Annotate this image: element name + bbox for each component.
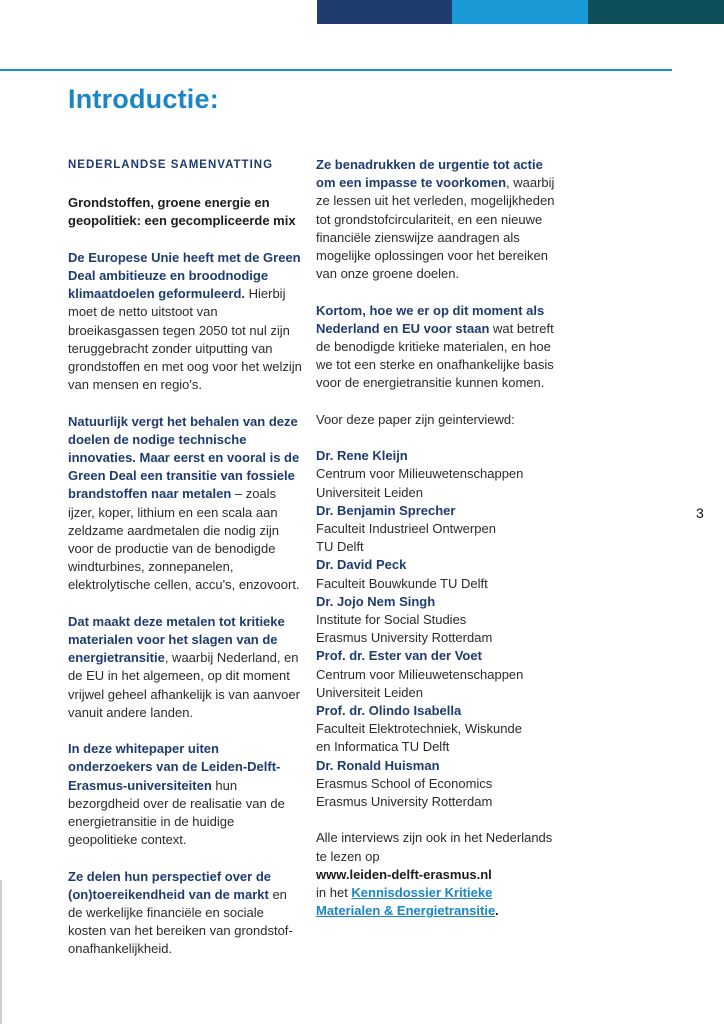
interviewee-affiliation: Institute for Social Studies [316,612,467,628]
interviewee-name: Dr. Rene Kleijn [316,448,408,464]
interviewee-affiliation: Faculteit Bouwkunde TU Delft [316,575,488,591]
interviewee-affiliation: Centrum voor Milieuwetenschappen [316,466,524,482]
kennisdossier-link[interactable]: Kennisdossier Kritieke Materialen & Energietransitie [316,885,496,919]
right-column [316,156,556,920]
paragraph-1-bold: De Europese Unie heeft met de Green Deal ambitieuze en broodnodige klimaatdoelen geformuleerd. [68,249,301,302]
page-title: Introductie: [68,84,219,114]
paragraph-7-text: wat betreft de benodigde kritieke materialen, en hoe we tot een sterke en onafhankelijke basis voor de energietransitie kunnen komen. [316,320,554,391]
title-rule [0,69,672,71]
paragraph-2-text: – zoals ijzer, koper, lithium en een scala aan zeldzame aardmetalen die nodig zijn voor de productie van de benodigde windturbines, zonnepanelen, elektrolytische cellen, accu's, enzovoort. [68,486,300,593]
interviewee-affiliation: Universiteit Leiden [316,684,423,700]
paragraph-6-bold: Ze benadrukken de urgentie tot actie om een impasse te voorkomen [316,157,543,191]
interviewee-affiliation: TU Delft [316,539,364,555]
paragraph-3-bold: Dat maakt deze metalen tot kritieke materialen voor het slagen van de energietransitie [68,613,285,666]
paragraph-5-bold: Ze delen hun perspectief over de (on)toereikendheid van de markt [68,868,271,902]
interviewee [316,556,556,592]
paragraph-2 [68,413,304,595]
page-number: 3 [696,505,704,521]
interviewee-affiliation: en Informatica TU Delft [316,739,450,755]
interviewee [316,647,556,702]
interviewee [316,447,556,502]
closing-period: . [495,903,499,919]
closing-text: Alle interviews zijn ook in het Nederlands te lezen op [316,830,553,864]
paragraph-2-bold: Natuurlijk vergt het behalen van deze doelen de nodige technische innovaties. Maar eerst en vooral is de Green Deal een transitie van fossiele brandstoffen naar metalen [68,413,300,502]
interviewee-name: Dr. Benjamin Sprecher [316,502,456,518]
website-url[interactable]: www.leiden-delft-erasmus.nl [316,866,492,882]
interviewee-name: Prof. dr. Olindo Isabella [316,703,462,719]
interviewee-list [316,447,556,811]
interviewee-affiliation: Faculteit Industrieel Ontwerpen [316,521,496,537]
section-heading: NEDERLANDSE SAMENVATTING [68,159,274,171]
interviewee [316,702,556,757]
margin-line [0,880,2,1024]
paragraph-3 [68,613,304,722]
interviewee [316,757,556,812]
paragraph-5-text: en de werkelijke financiële en sociale kosten van het bereiken van grondstof-onafhankelijkheid. [68,886,293,957]
paragraph-1-text: Hierbij moet de netto uitstoot van broeikasgassen tegen 2050 tot nul zijn teruggebracht zonder uitputting van grondstoffen en met oog voor het welzijn van mensen en regio's. [68,286,302,393]
interviewee-affiliation: Universiteit Leiden [316,484,423,500]
paragraph-4-text: hun bezorgdheid over de realisatie van de energietransitie in de huidige geopolitieke context. [68,777,285,848]
interviewee-name: Prof. dr. Ester van der Voet [316,648,482,664]
paragraph-4-bold: In deze whitepaper uiten onderzoekers van de Leiden-Delft-Erasmus-universiteiten [68,741,281,793]
interviewee-affiliation: Centrum voor Milieuwetenschappen [316,666,524,682]
paragraph-6-text: , waarbij ze lessen uit het verleden, mogelijkheden tot grondstofcirculariteit, en een nieuwe financiële zienswijze aandragen als mogelijke oplossingen voor het bereiken van onze groene doelen. [316,175,555,282]
interviewee-affiliation: Faculteit Elektrotechniek, Wiskunde [316,721,522,737]
paragraph-5 [68,868,304,959]
paragraph-3-text: , waarbij Nederland, en de EU in het algemeen, op dit moment vrijwel geheel afhankelijk is van aanvoer vanuit andere landen. [68,650,300,720]
interviewee-name: Dr. Jojo Nem Singh [316,593,436,609]
header-bar-teal [588,0,724,24]
interviewee-affiliation: Erasmus School of Economics [316,775,493,791]
header-bar-navy [317,0,452,24]
paragraph-4 [68,740,304,849]
closing-text-2: in het [316,885,352,901]
interviewee [316,593,556,648]
interviewee-affiliation: Erasmus University Rotterdam [316,794,493,810]
interview-intro: Voor deze paper zijn geinterviewd: [316,411,515,427]
paragraph-7-bold: Kortom, hoe we er op dit moment als Nederland en EU voor staan [316,302,545,336]
interviewee-affiliation: Erasmus University Rotterdam [316,630,493,646]
interviewee [316,502,556,557]
subtitle: Grondstoffen, groene energie en geopolitiek: een gecompliceerde mix [68,195,296,229]
closing-paragraph [316,829,556,920]
header-bar-blue [452,0,588,24]
left-column [68,156,304,959]
paragraph-6 [316,156,556,283]
interviewee-name: Dr. David Peck [316,557,407,573]
interviewee-name: Dr. Ronald Huisman [316,757,440,773]
paragraph-7 [316,302,556,393]
paragraph-1 [68,249,304,395]
